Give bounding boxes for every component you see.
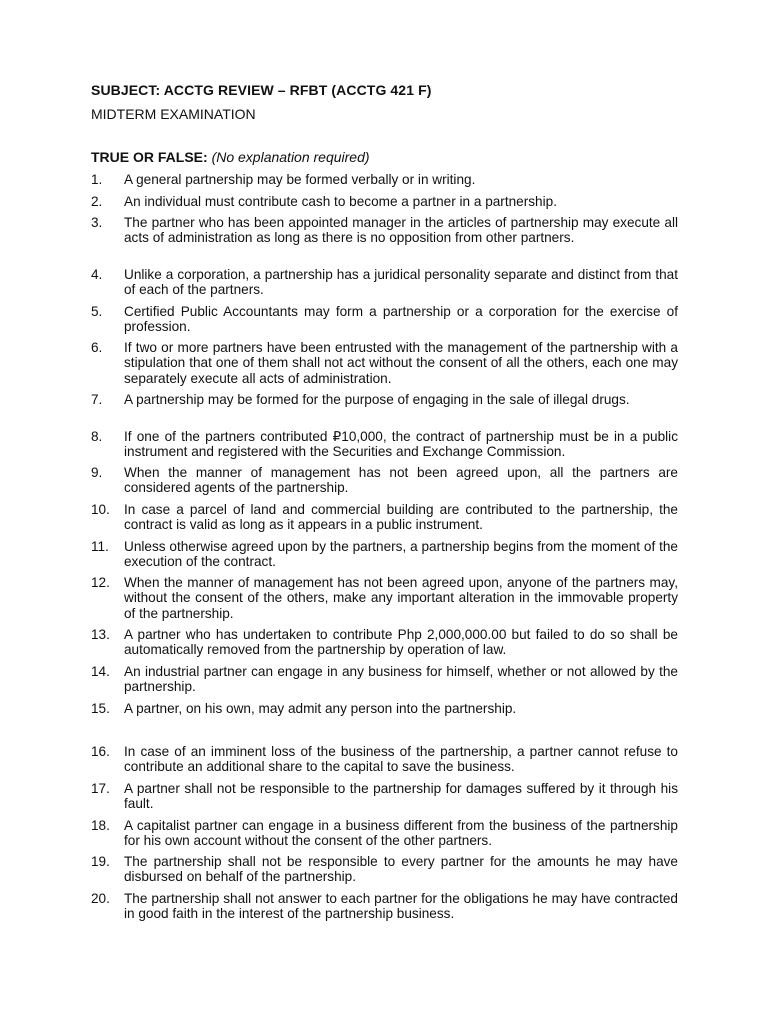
question-number: 20. (91, 891, 110, 906)
question-text: An industrial partner can engage in any business for himself, whether or not allowed by the partnership. (124, 664, 678, 695)
question-text: Certified Public Accountants may form a partnership or a corporation for the exercise of profession. (124, 304, 678, 335)
question-item (91, 744, 678, 775)
question-text: When the manner of management has not been agreed upon, anyone of the partners may, without the consent of the others, make any important alteration in the immovable property of the partnership. (124, 575, 678, 621)
question-item (91, 465, 678, 496)
question-number: 5. (91, 304, 103, 319)
exam-title: MIDTERM EXAMINATION (91, 106, 256, 122)
question-number: 15. (91, 701, 110, 716)
question-text: In case a parcel of land and commercial building are contributed to the partnership, the contract is valid as long as it appears in a public instrument. (124, 502, 678, 533)
question-text: Unlike a corporation, a partnership has a juridical personality separate and distinct from that of each of the partners. (124, 267, 678, 298)
question-text: In case of an imminent loss of the business of the partnership, a partner cannot refuse to contribute an additional share to the capital to save the business. (124, 744, 678, 775)
question-number: 13. (91, 627, 110, 642)
question-text: The partnership shall not answer to each partner for the obligations he may have contracted in good faith in the interest of the partnership business. (124, 891, 678, 922)
question-item (91, 215, 678, 246)
question-item (91, 781, 678, 812)
question-number: 17. (91, 781, 110, 796)
question-number: 1. (91, 172, 103, 187)
question-text: A partner, on his own, may admit any person into the partnership. (124, 701, 517, 716)
question-number: 18. (91, 818, 110, 833)
question-text: If two or more partners have been entrusted with the management of the partnership with a stipulation that one of them shall not act without the consent of all the others, each one may separately execute all acts of administration. (124, 340, 678, 386)
question-item (91, 194, 678, 209)
question-item (91, 575, 678, 621)
question-number: 7. (91, 392, 103, 407)
section-heading (91, 149, 370, 165)
question-item (91, 818, 678, 849)
question-text: A partner who has undertaken to contribute Php 2,000,000.00 but failed to do so shall be automatically removed from the partnership by operation of law. (124, 627, 678, 658)
question-number: 19. (91, 854, 110, 869)
question-item (91, 267, 678, 298)
question-text: If one of the partners contributed ₽10,000, the contract of partnership must be in a public instrument and registered with the Securities and Exchange Commission. (124, 429, 678, 460)
question-number: 11. (91, 539, 109, 554)
question-text: A capitalist partner can engage in a business different from the business of the partnership for his own account without the consent of the other partners. (124, 818, 678, 849)
question-text: When the manner of management has not been agreed upon, all the partners are considered agents of the partnership. (124, 465, 678, 496)
question-text: An individual must contribute cash to become a partner in a partnership. (124, 194, 557, 209)
question-number: 14. (91, 664, 110, 679)
question-item (91, 539, 678, 570)
question-number: 12. (91, 575, 110, 590)
question-item (91, 502, 678, 533)
question-item (91, 429, 678, 460)
question-number: 3. (91, 215, 103, 230)
question-item (91, 304, 678, 335)
subject-heading: SUBJECT: ACCTG REVIEW – RFBT (ACCTG 421 F) (91, 82, 432, 98)
question-number: 16. (91, 744, 110, 759)
question-number: 6. (91, 340, 103, 355)
question-number: 9. (91, 465, 103, 480)
question-item (91, 627, 678, 658)
question-item (91, 172, 678, 187)
question-item (91, 664, 678, 695)
section-note: (No explanation required) (211, 149, 370, 165)
question-text: A partnership may be formed for the purpose of engaging in the sale of illegal drugs. (124, 392, 630, 407)
question-item (91, 891, 678, 922)
question-item (91, 340, 678, 386)
question-text: A general partnership may be formed verbally or in writing. (124, 172, 476, 187)
question-item (91, 854, 678, 885)
question-number: 4. (91, 267, 103, 282)
question-number: 2. (91, 194, 103, 209)
question-text: A partner shall not be responsible to the partnership for damages suffered by it through his fault. (124, 781, 678, 812)
section-label: TRUE OR FALSE: (91, 149, 208, 165)
question-text: The partnership shall not be responsible to every partner for the amounts he may have disbursed on behalf of the partnership. (124, 854, 678, 885)
question-number: 8. (91, 429, 103, 444)
question-item (91, 701, 678, 716)
question-item (91, 392, 678, 407)
question-number: 10. (91, 502, 110, 517)
question-text: Unless otherwise agreed upon by the partners, a partnership begins from the moment of the execution of the contract. (124, 539, 678, 570)
question-text: The partner who has been appointed manager in the articles of partnership may execute all acts of administration as long as there is no opposition from other partners. (124, 215, 678, 246)
